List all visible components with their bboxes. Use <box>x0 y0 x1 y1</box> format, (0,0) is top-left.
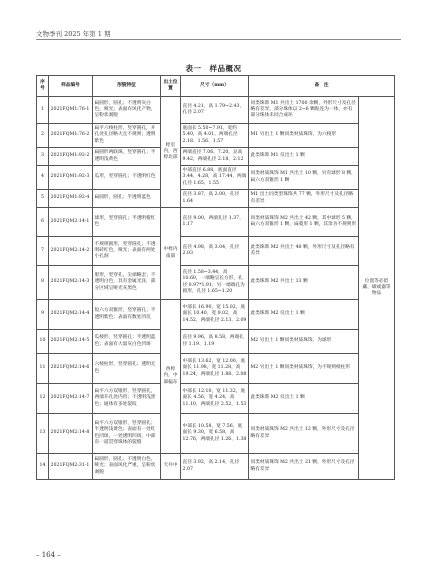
cell-morphology: 扁圆形两联珠，竖穿圆孔；半透明浅黄色 <box>93 148 161 166</box>
samples-table <box>36 75 395 480</box>
col-header-sample-id: 样品编号 <box>49 76 93 97</box>
cell-remarks: M2 另出土 1 颗同类材质珠饰，为不规则棱柱形 <box>249 354 359 384</box>
col-header-remarks: 备 注 <box>249 76 395 97</box>
table-row <box>37 237 395 266</box>
table-row <box>37 300 395 330</box>
cell-index: 1 <box>37 97 49 124</box>
table-row <box>37 97 395 124</box>
cell-sample-id: 2021FQM1:76-2 <box>49 124 93 148</box>
cell-morphology: 扁圆形，圆孔；半透明蓝色 <box>93 190 161 208</box>
cell-index: 9 <box>37 300 49 330</box>
cell-sample-id: 2021FQM1:76-1 <box>49 97 93 124</box>
cell-index: 5 <box>37 190 49 208</box>
cell-sample-id: 2021FQM2:14-2 <box>49 237 93 266</box>
table-row <box>37 124 395 148</box>
cell-size: 中部长 12.10，宽 11.32，底面长 4.56，宽 4.24，高 11.10，两端孔径 2.52，1.53 <box>181 384 249 414</box>
cell-remarks: M2 另出土 1 颗同类材质珠饰，为球形 <box>249 330 359 354</box>
cell-sample-id: 2021FQM2:14-7 <box>49 384 93 414</box>
cell-morphology: 瓜棱形，竖穿圆孔；半透明蓝色；表面有大量灰白色凹斑 <box>93 330 161 354</box>
cell-morphology: 扁平六方双锥形，竖穿圆孔，两端开孔处内凹；不透明浅黑色；通体有多处裂纹 <box>93 384 161 414</box>
cell-morphology: 不规则圆形，竖穿圆孔；不透明砖红色，哑光；表面有两处小孔洞 <box>93 237 161 266</box>
cell-remarks: 同类材质珠饰 M2 共出土 12 颗，外形尺寸及孔径略有差异 <box>249 414 359 454</box>
table-row <box>37 330 395 354</box>
cell-size: 底面长 5.50~7.91，宽约 5.40，高 4.01，两端孔径 2.18、1.56、1.57 <box>181 124 249 148</box>
cell-shared-remark: 位置等必留藏、碳或器等物品 <box>359 97 395 480</box>
cell-sample-id: 2021FQM1:92-4 <box>49 190 93 208</box>
cell-size: 直径 3.92，高 2.14，孔径 2.07 <box>181 454 249 480</box>
cell-remarks: M1 另出土 1 颗同类材质珠饰，为六棱形 <box>249 124 359 148</box>
cell-size: 直径 3.87，高 2.00，孔径 1.64 <box>181 190 249 208</box>
cell-sample-id: 2021FQM2:14-6 <box>49 354 93 384</box>
table-row <box>37 266 395 300</box>
cell-sample-id: 2021FQM2:14-4 <box>49 300 93 330</box>
cell-morphology: 胆形，竖穿孔，尖端略歪；不透明白色，具有金属光泽，部分区域呈哑光灰黑色 <box>93 266 161 300</box>
cell-remarks: 此类珠饰 M2 共出土 13 颗 <box>249 266 359 300</box>
cell-location: 天井中 <box>161 454 181 480</box>
cell-remarks: M1 出土同类型珠饰共 77 颗，外形尺寸及孔径略有差异 <box>249 190 359 208</box>
cell-morphology: 球形，竖穿圆孔；半透明橙红色 <box>93 208 161 237</box>
cell-morphology: 扁平六棱柱形，竖穿圆孔，开孔处孔径略大且不规则；透明紫色 <box>93 124 161 148</box>
table-caption: 表一 样品概况 <box>185 64 242 73</box>
cell-remarks: 同类珠饰 M1 共出土 1700 余颗，外形尺寸及孔径略有差异，部分珠体以 2~6 颗粘连为一体，亦有部分珠体未同合成环 <box>249 97 359 124</box>
cell-size: 直径 9.96，高 8.58，两端孔径 1.19、1.19 <box>181 330 249 354</box>
cell-remarks: 同类材质珠饰 M2 共出土 42 颗，其中球形 5 颗，扁六方双锥形 1 颗，扁菱形 1 颗，其余为不规则形 <box>249 208 359 237</box>
cell-size: 直径 9.00，两端孔径 1.37、1.17 <box>181 208 249 237</box>
header-rule <box>36 39 401 40</box>
cell-sample-id: 2021FQM2:14-1 <box>49 208 93 237</box>
cell-location: 中椁内南部 <box>161 208 181 300</box>
cell-index: 8 <box>37 266 49 300</box>
cell-remarks: 此类珠饰 M2 仅出土 1 颗 <box>249 300 359 330</box>
cell-sample-id: 2021FQM2:31-1 <box>49 454 93 480</box>
col-header-index: 序号 <box>37 76 49 97</box>
cell-index: 11 <box>37 354 49 384</box>
cell-index: 13 <box>37 414 49 454</box>
cell-morphology: 六棱柱形，竖穿圆孔；透明无色 <box>93 354 161 384</box>
table-header-row <box>37 76 395 97</box>
table-row <box>37 384 395 414</box>
cell-size: 中部直径 6.88，底面直径 3.44、4.28，高 17.44，两端孔径 1.65、1.55 <box>181 166 249 190</box>
col-header-morphology: 形貌特征 <box>93 76 161 97</box>
cell-size: 直径 4.98，高 3.04，孔径 2.03 <box>181 237 249 266</box>
cell-index: 7 <box>37 237 49 266</box>
table-row <box>37 454 395 480</box>
table-row <box>37 414 395 454</box>
cell-index: 12 <box>37 384 49 414</box>
cell-index: 3 <box>37 148 49 166</box>
cell-morphology: 扁平六方双锥形，竖穿圆孔；半透明浅黄色；表面有一处红色凹斑，一处透明凹斑，中部有一道贯穿珠体的裂缝 <box>93 414 161 454</box>
page-number: – 164 – <box>36 551 61 559</box>
cell-size: 直径 1.58~3.44，高 10.60，一端略呈长方形，孔径 0.97*1.91；另一端端孔为圆形，孔径 1.65~1.20 <box>181 266 249 300</box>
table-row <box>37 208 395 237</box>
cell-sample-id: 2021FQM1:92-3 <box>49 166 93 190</box>
cell-morphology: 瓜形，竖穿圆孔；不透明红色 <box>93 166 161 190</box>
cell-index: 14 <box>37 454 49 480</box>
cell-morphology: 短六方双锥形，竖穿圆孔；半透明紫色；表面有数处凹坑 <box>93 300 161 330</box>
cell-sample-id: 2021FQM2:14-5 <box>49 330 93 354</box>
cell-index: 6 <box>37 208 49 237</box>
cell-size: 直径 4.21，高 1.79~2.43，孔径 2.07 <box>181 97 249 124</box>
cell-remarks: 同类材质珠饰 M1 共出土 10 颗，另有球形 8 颗，扁六方双锥形 1 颗 <box>249 166 359 190</box>
col-header-size: 尺寸（mm） <box>181 76 249 97</box>
cell-remarks: 此类珠饰 M2 仅出土 1 颗 <box>249 384 359 414</box>
table-row <box>37 190 395 208</box>
cell-remarks: 此类珠饰 M1 仅出土 1 颗 <box>249 148 359 166</box>
table-row <box>37 166 395 190</box>
cell-sample-id: 2021FQM2:14-3 <box>49 266 93 300</box>
cell-sample-id: 2021FQM2:14-8 <box>49 414 93 454</box>
cell-remarks: 同类材质珠饰 M2 共出土 21 颗，外形尺寸及孔径略有差异 <box>249 454 359 480</box>
cell-sample-id: 2021FQM1:92-2 <box>49 148 93 166</box>
table-row <box>37 148 395 166</box>
cell-morphology: 扁圆形，圆孔；不透明白色，哑光；表面风化严重，呈粉状剥脱 <box>93 454 161 480</box>
cell-index: 2 <box>37 124 49 148</box>
cell-index: 10 <box>37 330 49 354</box>
col-header-location: 出土位置 <box>161 76 181 97</box>
cell-size: 中部长 16.90，宽 15.02，底面长 10.40，宽 9.02，高 14.52，两端孔径 2.13、2.09 <box>181 300 249 330</box>
cell-size: 两端直径 7.06、7.20，总高 9.42，两端孔径 2.18、2.12 <box>181 148 249 166</box>
cell-location: 椁室内，西椁北部 <box>161 97 181 208</box>
cell-location: 西椁内，中部偏东 <box>161 300 181 454</box>
cell-size: 中部长 10.58，宽 7.56，底面长 9.30，宽 6.58，高 12.76，两端孔径 1.26、1.38 <box>181 414 249 454</box>
cell-morphology: 扁圆形，圆孔；不透明灰白色，哑光；表面有风化产物，呈粉状剥脱 <box>93 97 161 124</box>
cell-size: 中部长 13.62，宽 12.00，底面长 11.98，宽 11.28，高 19.24，两端孔径 1.88、2.08 <box>181 354 249 384</box>
running-header: 文物季刊 2025 年第 1 期 <box>36 30 111 38</box>
table-row <box>37 354 395 384</box>
cell-remarks: 此类珠饰 M2 共出土 40 颗，外形尺寸及孔径略有差异 <box>249 237 359 266</box>
cell-index: 4 <box>37 166 49 190</box>
